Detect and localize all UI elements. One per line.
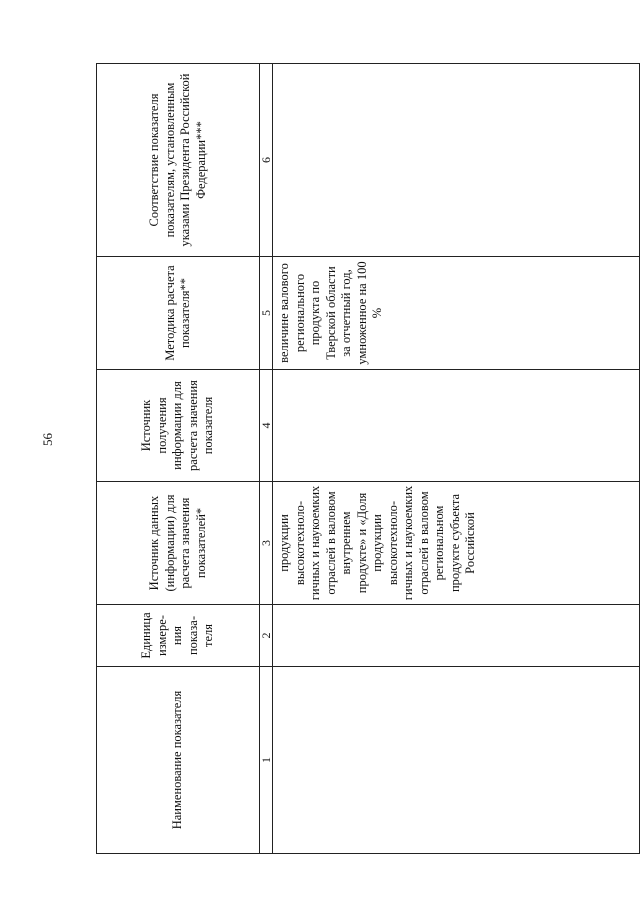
column-number: 4	[260, 370, 273, 482]
cell-info-source	[273, 370, 640, 482]
column-number: 2	[260, 605, 273, 667]
column-number: 5	[260, 257, 273, 370]
table-header-row	[97, 64, 260, 854]
header-indicator-name: Наименование показателя	[97, 667, 260, 854]
cell-data-source: продукции высокотехноло-гичных и наукоемких отраслей в валовом внутреннем продукте» и «Доля продукции высокотехноло-гичных и наукоемких отраслей в валовом региональном продукте субъекта Российской	[273, 482, 640, 605]
header-info-source: Источник получения информации для расчета значения показателя	[97, 370, 260, 482]
header-calc-method: Методика расчета показателя**	[97, 257, 260, 370]
column-number: 1	[260, 667, 273, 854]
header-compliance: Соответствие показателя показателям, установленным указами Президента Российской Федерации***	[97, 64, 260, 257]
cell-unit	[273, 605, 640, 667]
header-data-source: Источник данных (информации) для расчета значения показателей*	[97, 482, 260, 605]
cell-indicator-name	[273, 667, 640, 854]
cell-calc-method: величине валового регионального продукта по Тверской области за отчетный год, умноженное на 100 %	[273, 257, 640, 370]
table-row	[273, 64, 640, 854]
page-number: 56	[40, 433, 55, 446]
cell-compliance	[273, 64, 640, 257]
rotated-table-container	[96, 64, 640, 854]
header-unit: Единица измере-ния показа-теля	[97, 605, 260, 667]
column-number: 3	[260, 482, 273, 605]
indicator-table	[96, 63, 640, 854]
column-number-row	[260, 64, 273, 854]
column-number: 6	[260, 64, 273, 257]
